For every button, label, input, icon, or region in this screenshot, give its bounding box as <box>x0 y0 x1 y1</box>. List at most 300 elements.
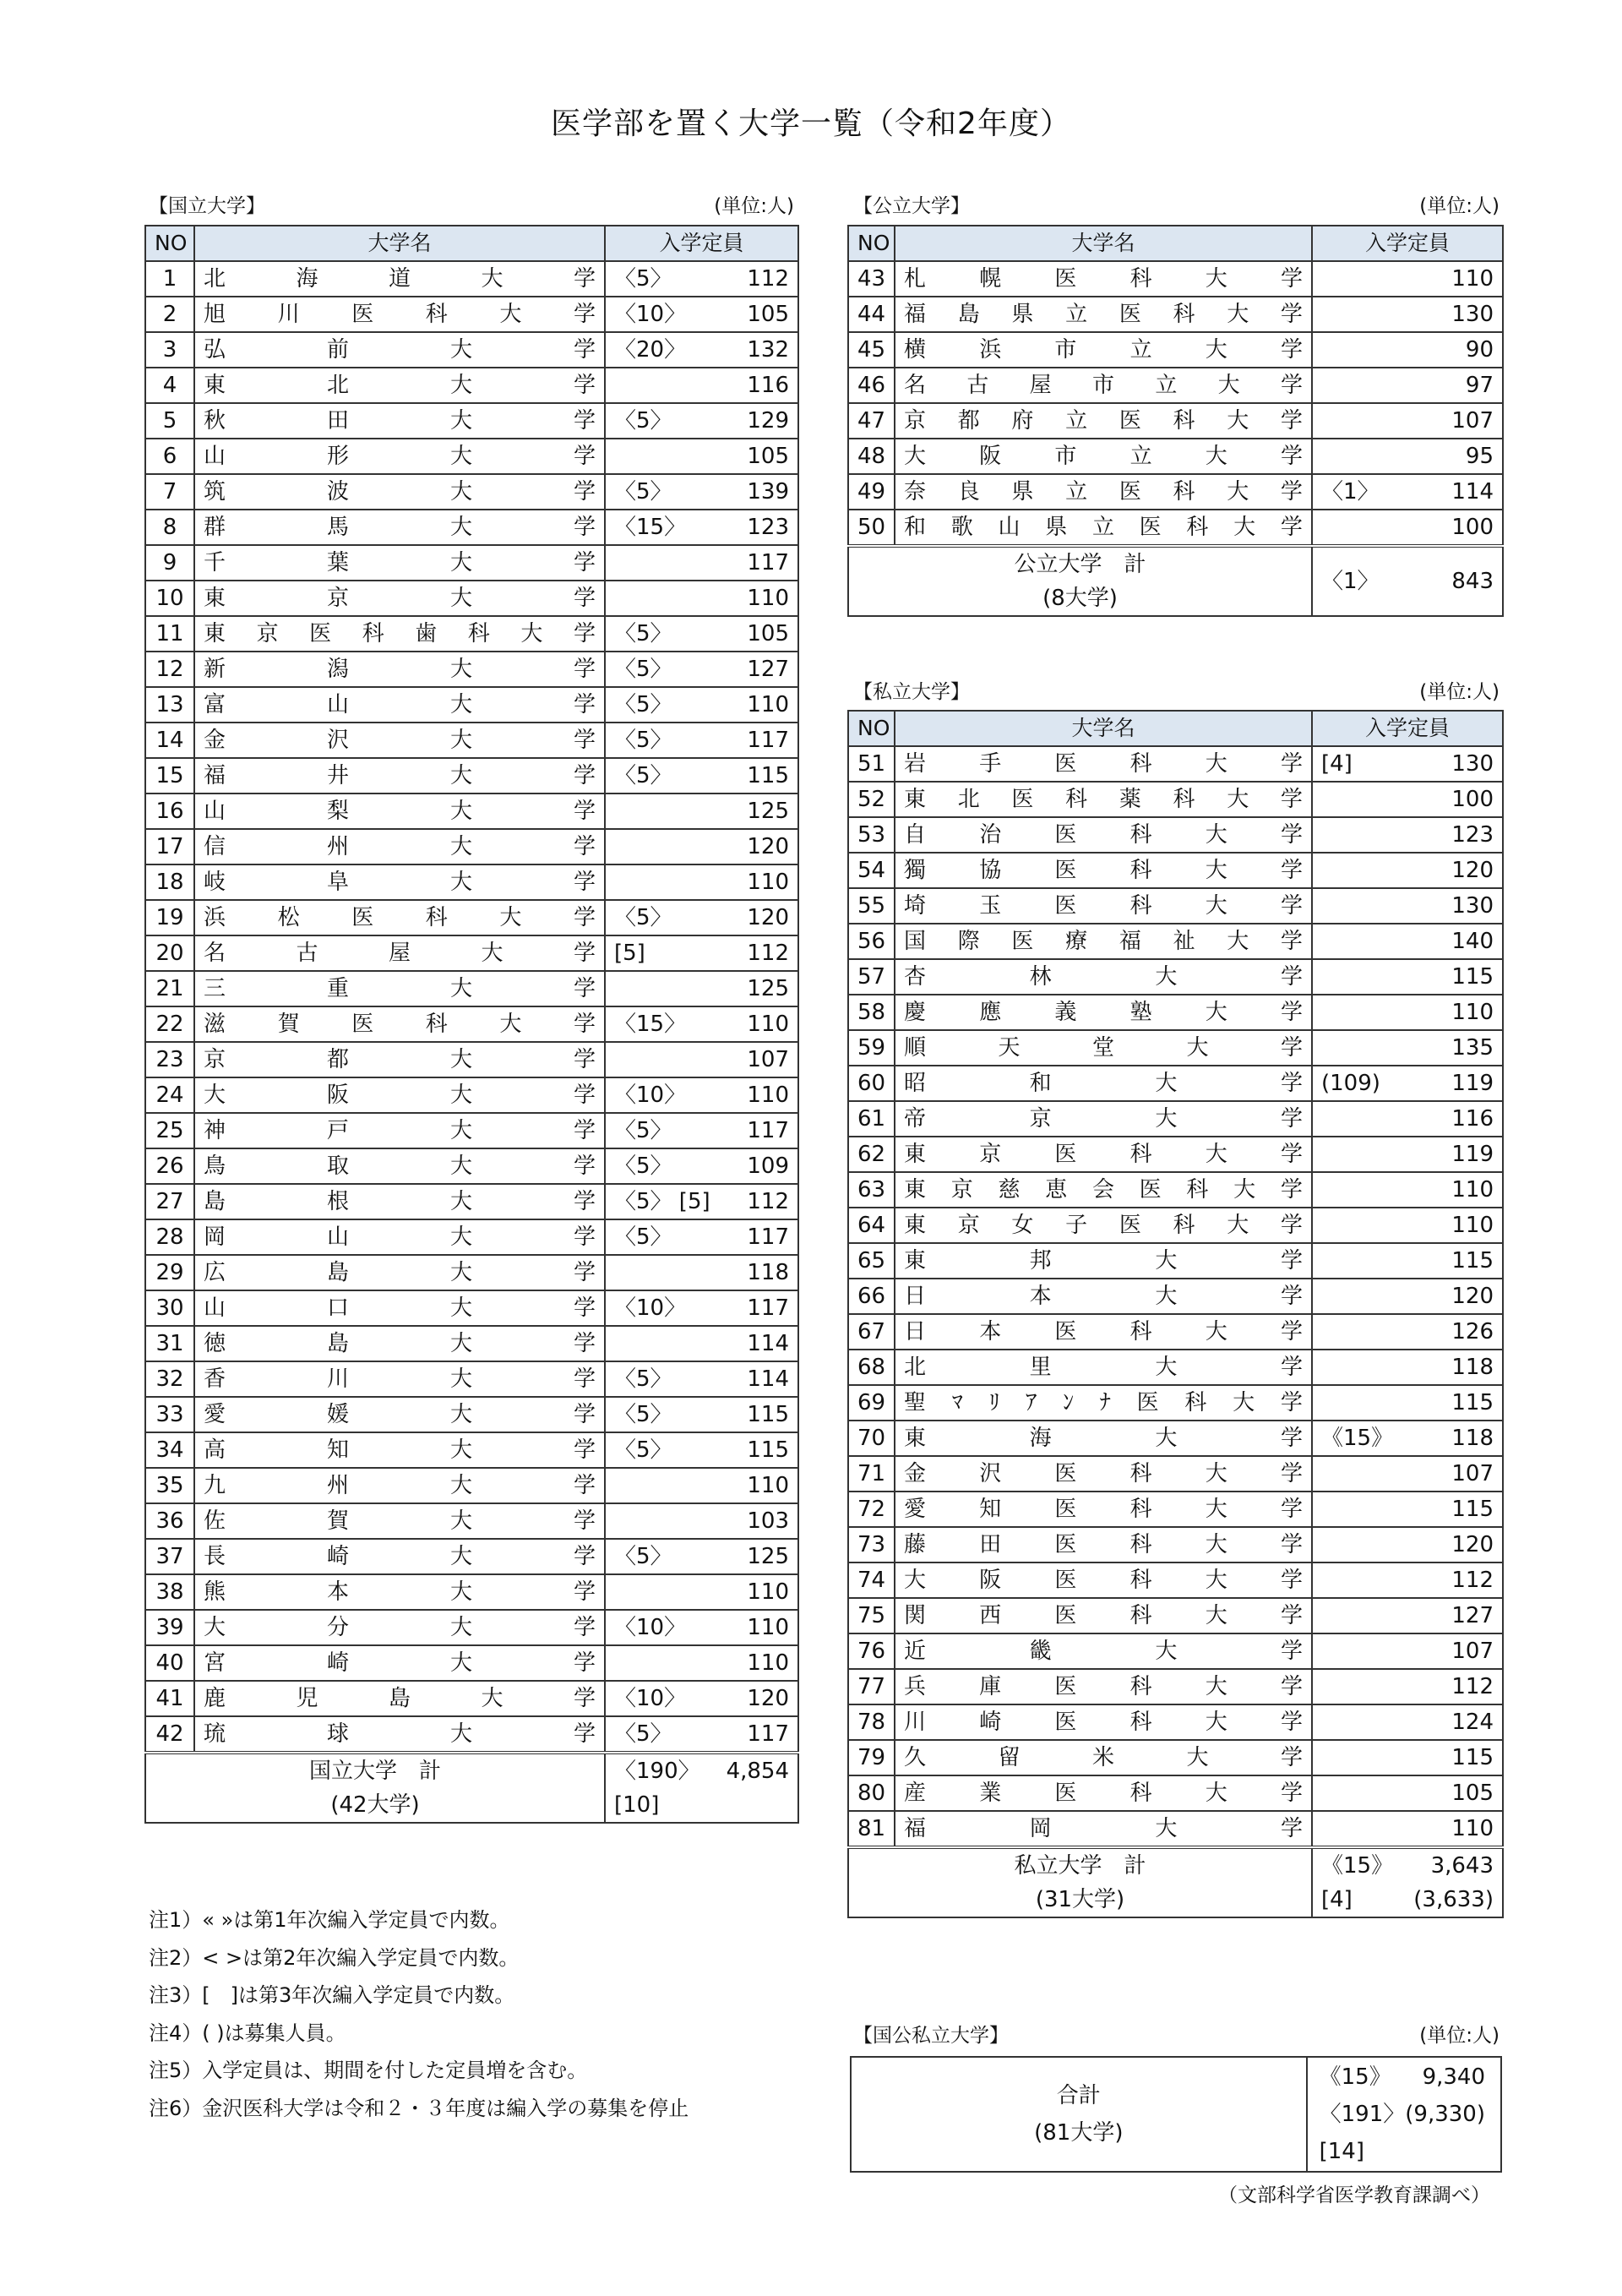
row-number: 78 <box>848 1704 895 1740</box>
name-char: 福 <box>1119 929 1141 954</box>
name-char: 医 <box>1054 1674 1077 1699</box>
capacity-line <box>1321 1137 1494 1171</box>
name-char: 科 <box>1173 479 1195 504</box>
name-char: 科 <box>1129 1674 1152 1699</box>
name-char: 学 <box>573 1295 596 1321</box>
table-row <box>145 1184 798 1219</box>
capacity-note: 〈5〉 <box>614 408 672 434</box>
capacity-cell <box>605 261 798 297</box>
university-name <box>904 1102 1303 1136</box>
university-name <box>204 368 596 402</box>
name-char: 学 <box>573 1508 596 1534</box>
name-char: 大 <box>449 408 472 434</box>
university-name <box>904 1634 1303 1668</box>
table-row <box>848 1172 1503 1208</box>
name-char: 医 <box>1119 479 1141 504</box>
table-row <box>848 1492 1503 1527</box>
capacity-note: 〈10〉 <box>614 1686 687 1711</box>
university-name <box>204 1327 596 1361</box>
capacity-value: 105 <box>747 444 789 469</box>
university-name-cell <box>895 888 1312 924</box>
university-name-cell <box>895 1350 1312 1385</box>
table-row <box>848 853 1503 888</box>
capacity-value: 95 <box>1465 444 1494 469</box>
name-char: 大 <box>1155 1355 1178 1380</box>
row-number: 62 <box>848 1137 895 1172</box>
name-char: 大 <box>1186 1745 1209 1770</box>
name-char: 学 <box>573 657 596 682</box>
capacity-value: 115 <box>1451 1497 1494 1522</box>
name-char: 学 <box>1280 1532 1303 1557</box>
university-name <box>204 404 596 438</box>
row-number: 19 <box>145 900 194 935</box>
university-name-cell <box>895 1385 1312 1421</box>
name-char: 学 <box>573 692 596 717</box>
name-char: 大 <box>449 1402 472 1427</box>
capacity-cell <box>605 1042 798 1077</box>
capacity-value: 135 <box>1451 1035 1494 1061</box>
capacity-value: 118 <box>747 1260 789 1285</box>
name-char: 科 <box>1129 1461 1152 1486</box>
university-name <box>204 1504 596 1538</box>
capacity-cell <box>1312 995 1503 1030</box>
capacity-value: 112 <box>747 266 789 292</box>
name-char: 庫 <box>979 1674 1002 1699</box>
name-char: 関 <box>904 1603 927 1628</box>
name-char: 前 <box>326 337 349 363</box>
name-char: 佐 <box>204 1508 226 1534</box>
name-char: 川 <box>904 1710 927 1735</box>
table-row <box>145 439 798 474</box>
row-number: 53 <box>848 817 895 853</box>
name-char: 学 <box>1280 1426 1303 1451</box>
table-row <box>145 1326 798 1361</box>
capacity-line <box>1321 1741 1494 1775</box>
university-name-cell <box>895 474 1312 510</box>
university-name-cell <box>895 1775 1312 1811</box>
total-label: 国立大学 計 <box>308 1759 441 1784</box>
name-char: 鳥 <box>204 1153 226 1179</box>
capacity-note: 〈5〉 [5] <box>614 1189 710 1214</box>
name-char: 医 <box>1054 893 1077 919</box>
name-char: 山 <box>204 444 226 469</box>
name-char: 際 <box>957 929 980 954</box>
row-number: 38 <box>145 1574 194 1610</box>
university-name <box>904 475 1303 509</box>
name-char: 大 <box>481 941 503 966</box>
name-char: 市 <box>1054 444 1077 469</box>
capacity-line <box>1321 1599 1494 1633</box>
name-char: 学 <box>573 1402 596 1427</box>
name-char: 学 <box>573 1544 596 1569</box>
capacity-line <box>1321 1244 1494 1278</box>
table-row <box>145 1539 798 1574</box>
capacity-cell <box>1312 1101 1503 1137</box>
name-char: 馬 <box>326 515 349 540</box>
national-unit-label: (単位:人) <box>714 195 794 217</box>
name-char: 大 <box>449 373 472 398</box>
university-name <box>204 1114 596 1148</box>
capacity-cell <box>1312 1137 1503 1172</box>
name-char: 大 <box>481 266 503 292</box>
university-name <box>904 1812 1303 1846</box>
name-char: 大 <box>449 1437 472 1463</box>
university-name-cell <box>194 297 605 332</box>
name-char: 山 <box>204 1295 226 1321</box>
name-char: 大 <box>1205 1497 1227 1522</box>
capacity-line <box>1321 262 1494 296</box>
name-char: 京 <box>256 621 279 646</box>
table-row <box>145 332 798 368</box>
name-char: 道 <box>388 266 411 292</box>
table-row <box>145 510 798 545</box>
name-char: 戸 <box>326 1118 349 1143</box>
name-char: 波 <box>326 479 349 504</box>
university-name <box>204 794 596 828</box>
name-char: 大 <box>449 1615 472 1640</box>
capacity-cell <box>1312 1811 1503 1847</box>
name-char: 重 <box>326 976 349 1001</box>
name-char: 本 <box>1029 1284 1052 1309</box>
name-char: 大 <box>904 1568 927 1593</box>
total-value-cell <box>1312 546 1503 616</box>
name-char: 学 <box>1280 1106 1303 1132</box>
capacity-line <box>614 1078 789 1112</box>
capacity-value: 117 <box>747 1721 789 1747</box>
name-char: 学 <box>573 550 596 575</box>
university-name-cell <box>895 1492 1312 1527</box>
total-value: 3,643 <box>1430 1853 1494 1879</box>
capacity-cell <box>605 1539 798 1574</box>
name-char: 医 <box>1139 1177 1162 1203</box>
capacity-line <box>614 510 789 544</box>
capacity-note: 〈5〉 <box>614 1366 672 1392</box>
capacity-value: 107 <box>747 1047 789 1072</box>
university-name <box>204 688 596 722</box>
capacity-line <box>614 1149 789 1183</box>
name-char: 西 <box>979 1603 1002 1628</box>
name-char: 会 <box>1091 1177 1114 1203</box>
name-char: 学 <box>573 1686 596 1711</box>
name-char: 医 <box>1011 787 1034 812</box>
university-name <box>204 865 596 899</box>
row-number: 23 <box>145 1042 194 1077</box>
table-row <box>145 1113 798 1148</box>
capacity-line <box>614 1398 789 1432</box>
university-name-cell <box>895 746 1312 782</box>
name-char: 歯 <box>415 621 438 646</box>
capacity-line <box>1321 1705 1494 1739</box>
name-char: 自 <box>904 822 927 848</box>
capacity-line <box>614 830 789 864</box>
capacity-line <box>614 1291 789 1325</box>
university-name-cell <box>895 403 1312 439</box>
name-char: 学 <box>1280 266 1303 292</box>
capacity-line <box>614 901 789 935</box>
total-line <box>1321 1883 1494 1917</box>
capacity-line <box>1321 1066 1494 1100</box>
grand-total-line <box>1320 2096 1485 2133</box>
name-char: 賀 <box>277 1012 300 1037</box>
name-char: 医 <box>351 302 374 327</box>
name-char: 学 <box>573 870 596 895</box>
table-row <box>848 1633 1503 1669</box>
capacity-cell <box>1312 1385 1503 1421</box>
university-name-cell <box>194 1681 605 1716</box>
name-char: 学 <box>1280 515 1303 540</box>
name-char: 学 <box>1280 1284 1303 1309</box>
row-number: 30 <box>145 1290 194 1326</box>
university-name-cell <box>895 332 1312 368</box>
name-char: 大 <box>1155 1816 1178 1841</box>
name-char: 医 <box>1054 1142 1077 1167</box>
table-row <box>848 1669 1503 1704</box>
footnote: 注5）入学定員は、期間を付した定員増を含む。 <box>149 2059 588 2082</box>
row-number: 68 <box>848 1350 895 1385</box>
capacity-line <box>614 759 789 793</box>
name-char: 福 <box>904 302 927 327</box>
name-char: 聖 <box>904 1390 927 1415</box>
public-unit-label: (単位:人) <box>1419 195 1500 217</box>
capacity-cell <box>605 794 798 829</box>
name-char: 医 <box>1119 408 1141 434</box>
grand-total-note: 《15》 <box>1319 2064 1391 2090</box>
name-char: 日 <box>904 1319 927 1344</box>
capacity-value: 127 <box>747 657 789 682</box>
capacity-cell <box>605 758 798 794</box>
name-char: 大 <box>449 834 472 859</box>
name-char: 学 <box>573 1083 596 1108</box>
university-name <box>904 404 1303 438</box>
name-char: 学 <box>1280 408 1303 434</box>
name-char: 市 <box>1054 337 1077 363</box>
name-char: 大 <box>1155 1639 1178 1664</box>
university-name <box>204 510 596 544</box>
capacity-value: 110 <box>1451 1177 1494 1203</box>
name-char: 知 <box>326 1437 349 1463</box>
name-char: 阪 <box>979 444 1002 469</box>
grand-total-count: (81大学) <box>1034 2120 1124 2146</box>
capacity-line <box>614 475 789 509</box>
capacity-line <box>1321 924 1494 958</box>
capacity-note: 〈5〉 <box>614 1224 672 1250</box>
table-row <box>145 1290 798 1326</box>
grand-total-value: (9,330) <box>1405 2102 1485 2127</box>
capacity-cell <box>1312 746 1503 782</box>
university-name-cell <box>194 261 605 297</box>
row-number: 40 <box>145 1645 194 1681</box>
capacity-line <box>614 333 789 367</box>
university-name-cell <box>895 439 1312 474</box>
name-char: 北 <box>204 266 226 292</box>
capacity-line <box>1321 1457 1494 1491</box>
name-char: 学 <box>573 408 596 434</box>
capacity-note: 《15》 <box>1321 1426 1394 1451</box>
name-char: 大 <box>904 444 927 469</box>
name-char: 都 <box>957 408 980 434</box>
table-row <box>145 1432 798 1468</box>
capacity-value: 124 <box>1451 1710 1494 1735</box>
university-name-cell <box>194 829 605 864</box>
name-char: 県 <box>1011 302 1034 327</box>
name-char: 留 <box>998 1745 1021 1770</box>
table-row <box>145 261 798 297</box>
row-number: 54 <box>848 853 895 888</box>
grand-total-note: 〈191〉 <box>1319 2102 1406 2127</box>
table-row <box>848 1385 1503 1421</box>
row-number: 15 <box>145 758 194 794</box>
university-name <box>904 1208 1303 1242</box>
name-char: 大 <box>1205 893 1227 919</box>
capacity-note: 〈15〉 <box>614 515 687 540</box>
capacity-value: 107 <box>1451 1639 1494 1664</box>
university-name-cell <box>194 1219 605 1255</box>
university-name <box>204 1398 596 1432</box>
row-number: 72 <box>848 1492 895 1527</box>
national-university-table <box>144 225 799 1824</box>
capacity-line <box>614 1540 789 1573</box>
capacity-note: 〈5〉 <box>614 1402 672 1427</box>
name-char: 形 <box>326 444 349 469</box>
university-name <box>904 1741 1303 1775</box>
name-char: 学 <box>573 515 596 540</box>
name-char: 大 <box>449 1650 472 1676</box>
university-name <box>204 972 596 1006</box>
capacity-value: 116 <box>1451 1106 1494 1132</box>
name-char: 学 <box>1280 929 1303 954</box>
capacity-value: 120 <box>1451 1284 1494 1309</box>
university-name <box>904 1599 1303 1633</box>
university-name <box>904 1066 1303 1100</box>
capacity-cell <box>1312 1633 1503 1669</box>
name-char: 山 <box>326 1224 349 1250</box>
name-char: 学 <box>573 1615 596 1640</box>
capacity-cell <box>605 1006 798 1042</box>
name-char: 医 <box>1054 858 1077 883</box>
grand-total-table <box>850 2056 1502 2173</box>
capacity-line <box>614 1256 789 1290</box>
table-row <box>848 261 1503 297</box>
name-char: 医 <box>351 1012 374 1037</box>
name-char: 根 <box>326 1189 349 1214</box>
name-char: 学 <box>1280 1000 1303 1025</box>
capacity-value: 117 <box>747 1118 789 1143</box>
capacity-value: 125 <box>747 799 789 824</box>
name-char: 科 <box>1129 1710 1152 1735</box>
name-char: 神 <box>204 1118 226 1143</box>
university-name <box>904 889 1303 923</box>
university-name <box>204 1256 596 1290</box>
name-char: 金 <box>904 1461 927 1486</box>
university-name <box>904 1173 1303 1207</box>
name-char: 群 <box>204 515 226 540</box>
name-char: 科 <box>1129 1319 1152 1344</box>
table-row <box>848 439 1503 474</box>
capacity-cell <box>605 652 798 687</box>
capacity-line <box>614 936 789 970</box>
name-char: 大 <box>449 1224 472 1250</box>
name-char: 松 <box>277 905 300 930</box>
name-char: 東 <box>904 1142 927 1167</box>
table-row <box>848 746 1503 782</box>
university-name-cell <box>895 368 1312 403</box>
name-char: 田 <box>979 1532 1002 1557</box>
university-name-cell <box>194 1539 605 1574</box>
row-number: 48 <box>848 439 895 474</box>
name-char: 川 <box>277 302 300 327</box>
capacity-line <box>614 1185 789 1219</box>
name-char: 大 <box>1205 266 1227 292</box>
university-name <box>204 581 596 615</box>
name-char: 学 <box>573 799 596 824</box>
capacity-line <box>1321 1421 1494 1455</box>
name-char: 大 <box>449 799 472 824</box>
name-char: 学 <box>573 266 596 292</box>
name-char: 学 <box>1280 1781 1303 1806</box>
name-char: 大 <box>1205 1674 1227 1699</box>
name-char: 学 <box>1280 1177 1303 1203</box>
capacity-cell <box>605 368 798 403</box>
name-char: 立 <box>1065 479 1088 504</box>
name-char: 滋 <box>204 1012 226 1037</box>
row-number: 77 <box>848 1669 895 1704</box>
university-name <box>204 1717 596 1751</box>
col-header-capacity: 入学定員 <box>1312 711 1503 746</box>
name-char: 立 <box>1155 373 1178 398</box>
capacity-value: 127 <box>1451 1603 1494 1628</box>
university-name-cell <box>194 794 605 829</box>
university-name-cell <box>895 1314 1312 1350</box>
row-number: 20 <box>145 935 194 971</box>
row-number: 3 <box>145 332 194 368</box>
name-char: 林 <box>1029 964 1052 990</box>
capacity-note: 〈5〉 <box>614 1118 672 1143</box>
university-name-cell <box>895 959 1312 995</box>
name-char: 島 <box>388 1686 411 1711</box>
university-name-cell <box>895 1669 1312 1704</box>
capacity-cell <box>605 1503 798 1539</box>
university-name <box>904 368 1303 402</box>
university-name-cell <box>194 758 605 794</box>
capacity-cell <box>605 829 798 864</box>
capacity-note: 〈15〉 <box>614 1012 687 1037</box>
row-number: 51 <box>848 746 895 782</box>
capacity-line <box>1321 1670 1494 1704</box>
table-row <box>848 995 1503 1030</box>
private-university-table <box>847 710 1504 1918</box>
name-char: 大 <box>449 763 472 788</box>
table-row <box>145 581 798 616</box>
name-char: 取 <box>326 1153 349 1179</box>
university-name <box>204 1043 596 1077</box>
name-char: 学 <box>1280 822 1303 848</box>
name-char: 米 <box>1091 1745 1114 1770</box>
capacity-cell <box>605 616 798 652</box>
col-header-name: 大学名 <box>194 226 605 261</box>
row-number: 64 <box>848 1208 895 1243</box>
name-char: 科 <box>1173 408 1195 434</box>
capacity-cell <box>1312 959 1503 995</box>
name-char: 富 <box>204 692 226 717</box>
name-char: 愛 <box>204 1402 226 1427</box>
capacity-line <box>1321 1279 1494 1313</box>
name-char: 学 <box>1280 479 1303 504</box>
capacity-line <box>614 1114 789 1148</box>
name-char: 大 <box>449 1721 472 1747</box>
capacity-value: 115 <box>1451 1390 1494 1415</box>
name-char: 科 <box>1173 302 1195 327</box>
name-char: 医 <box>1011 929 1034 954</box>
